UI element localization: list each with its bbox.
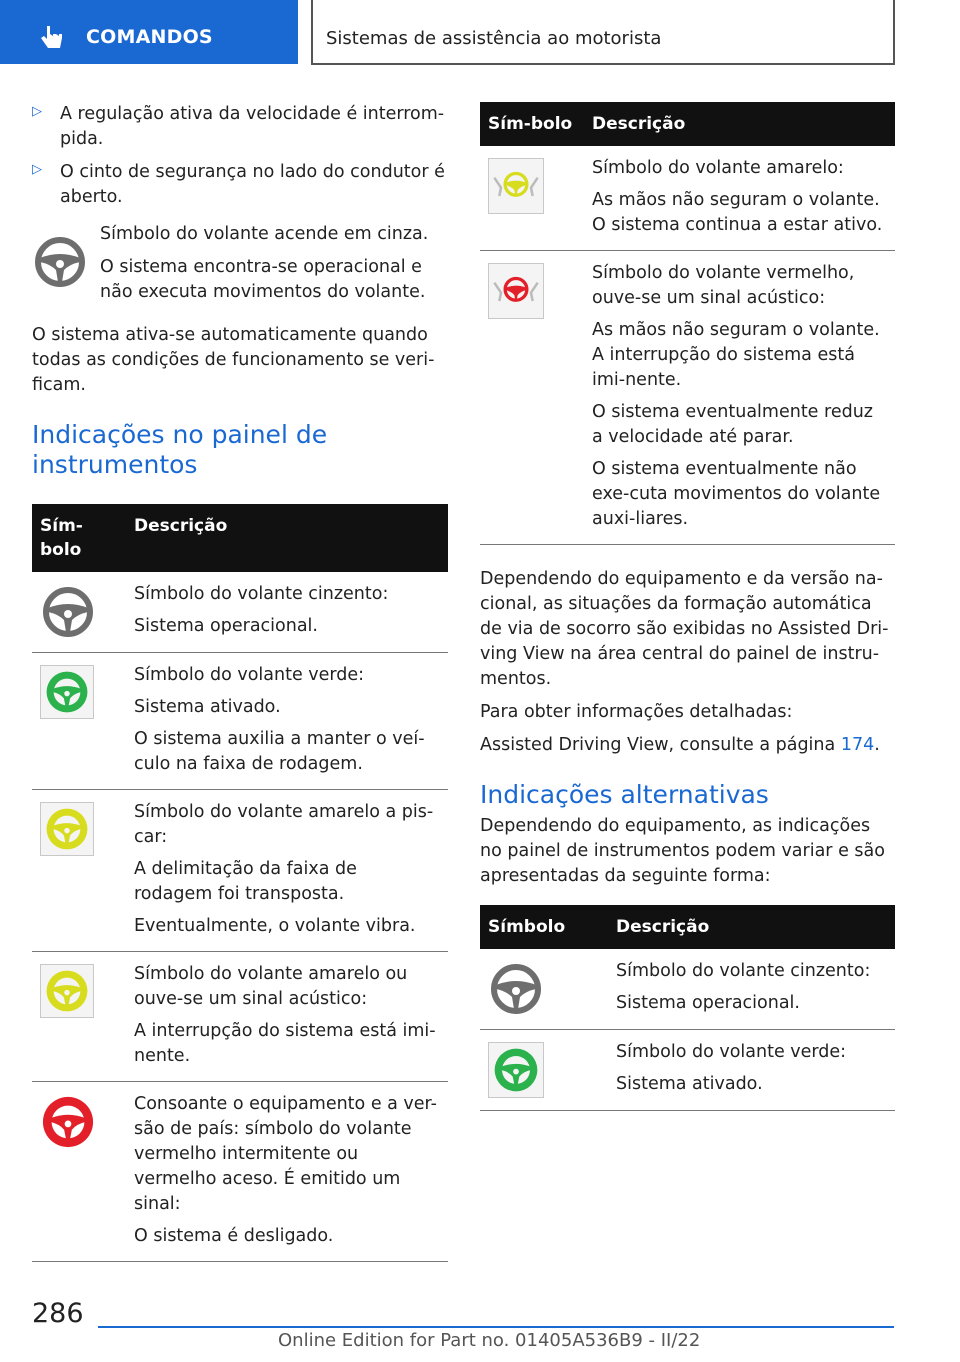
table-row: Símbolo do volante vermelho, ouve-se um sinal acústico: As mãos não seguram o volante. A interrupção do sistema está imi-nente. O sistema eventualmente reduz a velocidade até parar. O sistema eventualmente não exe-cuta movimentos do volante auxi-liares. (480, 251, 895, 545)
indicator-table (32, 504, 448, 1262)
table-row: Símbolo do volante cinzento: Sistema operacional. (32, 572, 448, 653)
hands-off-yellow-icon (491, 166, 541, 206)
activation-paragraph: O sistema ativa-se automaticamente quando todas as condições de funcionamento se veri-ficam. (32, 325, 435, 395)
hands-off-red-icon (491, 271, 541, 311)
list-item: ▷ A regulação ativa da velocidade é interrom-pida. (32, 102, 448, 152)
steering-wheel-yellow-icon (45, 969, 89, 1013)
steering-wheel-green-icon (45, 670, 89, 714)
chapter-title: Sistemas de assistência ao motorista (326, 28, 662, 49)
col-description: Descrição (608, 905, 895, 949)
footer-rule (98, 1326, 894, 1328)
emergency-lane-paragraph: Dependendo do equipamento e da versão na-cional, as situações da formação automática de via de socorro são exibidas no Assisted Dri-ving View na área central do painel de instru-mentos. (480, 569, 889, 689)
table-row: Símbolo do volante cinzento: Sistema operacional. (480, 949, 895, 1030)
table-row: Símbolo do volante verde: Sistema ativado. O sistema auxilia a manter o veí-culo na faixa de rodagem. (32, 653, 448, 790)
header-rule (311, 63, 895, 65)
col-description: Descrição (584, 102, 895, 146)
hand-pointer-icon (38, 24, 66, 52)
section-heading: Indicações no painel de instrumentos (32, 420, 328, 479)
steering-wheel-yellow-flashing-icon (45, 807, 89, 851)
table-row: Consoante o equipamento e a ver-são de país: símbolo do volante vermelho intermitente ou vermelho aceso. É emitido um sinal: O sistema é desligado. (32, 1082, 448, 1262)
page-link[interactable]: 174 (840, 735, 875, 755)
steering-wheel-red-icon (41, 1095, 95, 1149)
section-tab[interactable] (0, 0, 298, 64)
header-divider (311, 0, 313, 64)
details-paragraph: Para obter informações detalhadas: (480, 702, 793, 722)
reference-paragraph: Assisted Driving View, consulte a página 174. (480, 735, 880, 755)
steering-wheel-grey-icon (488, 961, 544, 1017)
table-row: Símbolo do volante verde: Sistema ativado. (480, 1030, 895, 1111)
edition-label: Online Edition for Part no. 01405A536B9 - II/22 (278, 1330, 701, 1351)
col-symbol: Símbolo (480, 905, 608, 949)
table-row: Símbolo do volante amarelo a pis-car: A delimitação da faixa de rodagem foi transposta. Eventualmente, o volante vibra. (32, 790, 448, 952)
triangle-bullet-icon: ▷ (32, 104, 42, 119)
table-row: Símbolo do volante amarelo: As mãos não seguram o volante. O sistema continua a estar ativo. (480, 146, 895, 251)
table-row: Símbolo do volante amarelo ou ouve-se um sinal acústico: A interrupção do sistema está imi-nente. (32, 952, 448, 1082)
col-description: Descrição (126, 504, 448, 572)
col-symbol: Sím-bolo (480, 102, 584, 146)
header-divider-right (893, 0, 895, 64)
page-number: 286 (32, 1298, 84, 1329)
section-heading: Indicações alternativas (480, 780, 769, 809)
steering-wheel-green-icon (493, 1047, 539, 1093)
alternative-table (480, 905, 895, 1111)
triangle-bullet-icon: ▷ (32, 162, 42, 177)
alternative-paragraph: Dependendo do equipamento, as indicações no painel de instrumentos podem variar e são apresentadas da seguinte forma: (480, 816, 885, 886)
hands-off-table (480, 102, 895, 545)
steering-wheel-grey-icon (32, 234, 88, 290)
section-label: COMANDOS (86, 26, 213, 48)
list-item: ▷ O cinto de segurança no lado do condutor é aberto. (32, 160, 448, 210)
grey-symbol-note: Símbolo do volante acende em cinza. O sistema encontra-se operacional e não executa movimentos do volante. (32, 222, 448, 305)
col-symbol: Sím-bolo (32, 504, 126, 572)
left-column (32, 102, 448, 1262)
right-column (480, 102, 895, 1111)
steering-wheel-grey-icon (40, 584, 96, 640)
